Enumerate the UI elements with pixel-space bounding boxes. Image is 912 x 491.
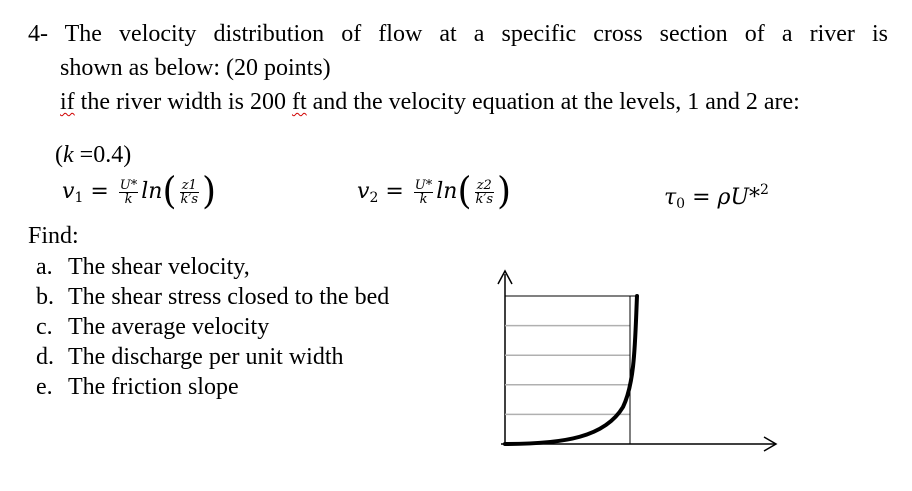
find-label: Find: <box>28 223 79 249</box>
velocity-profile-curve <box>505 296 637 444</box>
spell-flag-if: if <box>60 89 75 115</box>
question-line-2: shown as below: (20 points) <box>60 55 331 81</box>
velocity-profile-diagram <box>485 262 785 462</box>
spell-flag-ft: ft <box>291 89 307 115</box>
question-line-3 <box>60 88 800 116</box>
find-item-d: d. The discharge per unit width <box>36 344 344 370</box>
question-line-3-suffix: and the velocity equation at the levels, 1 and 2 are: <box>306 89 800 115</box>
layer-lines <box>505 326 630 415</box>
question-line-1: 4- The velocity distribution of flow at a specific cross section of a river is <box>28 21 888 47</box>
find-item-b: b. The shear stress closed to the bed <box>36 284 390 310</box>
question-line-3-middle: the river width is 200 <box>74 89 292 115</box>
find-item-c: c. The average velocity <box>36 314 270 340</box>
find-item-e: e. The friction slope <box>36 374 239 400</box>
equation-v1: $v_1$ = $\frac{U*}{k}$ ln( $\frac{z1}{k's}$ ) <box>62 169 217 213</box>
find-list <box>36 252 389 402</box>
find-item-a: a. The shear velocity, <box>36 254 250 280</box>
equation-v2: $v_2$ = $\frac{U*}{k}$ ln( $\frac{z2}{k's}$ ) <box>357 169 512 213</box>
kappa-value: (k =0.4) <box>55 142 132 168</box>
equation-tau: $\tau_0 = \rho U*^2$ <box>664 182 769 212</box>
